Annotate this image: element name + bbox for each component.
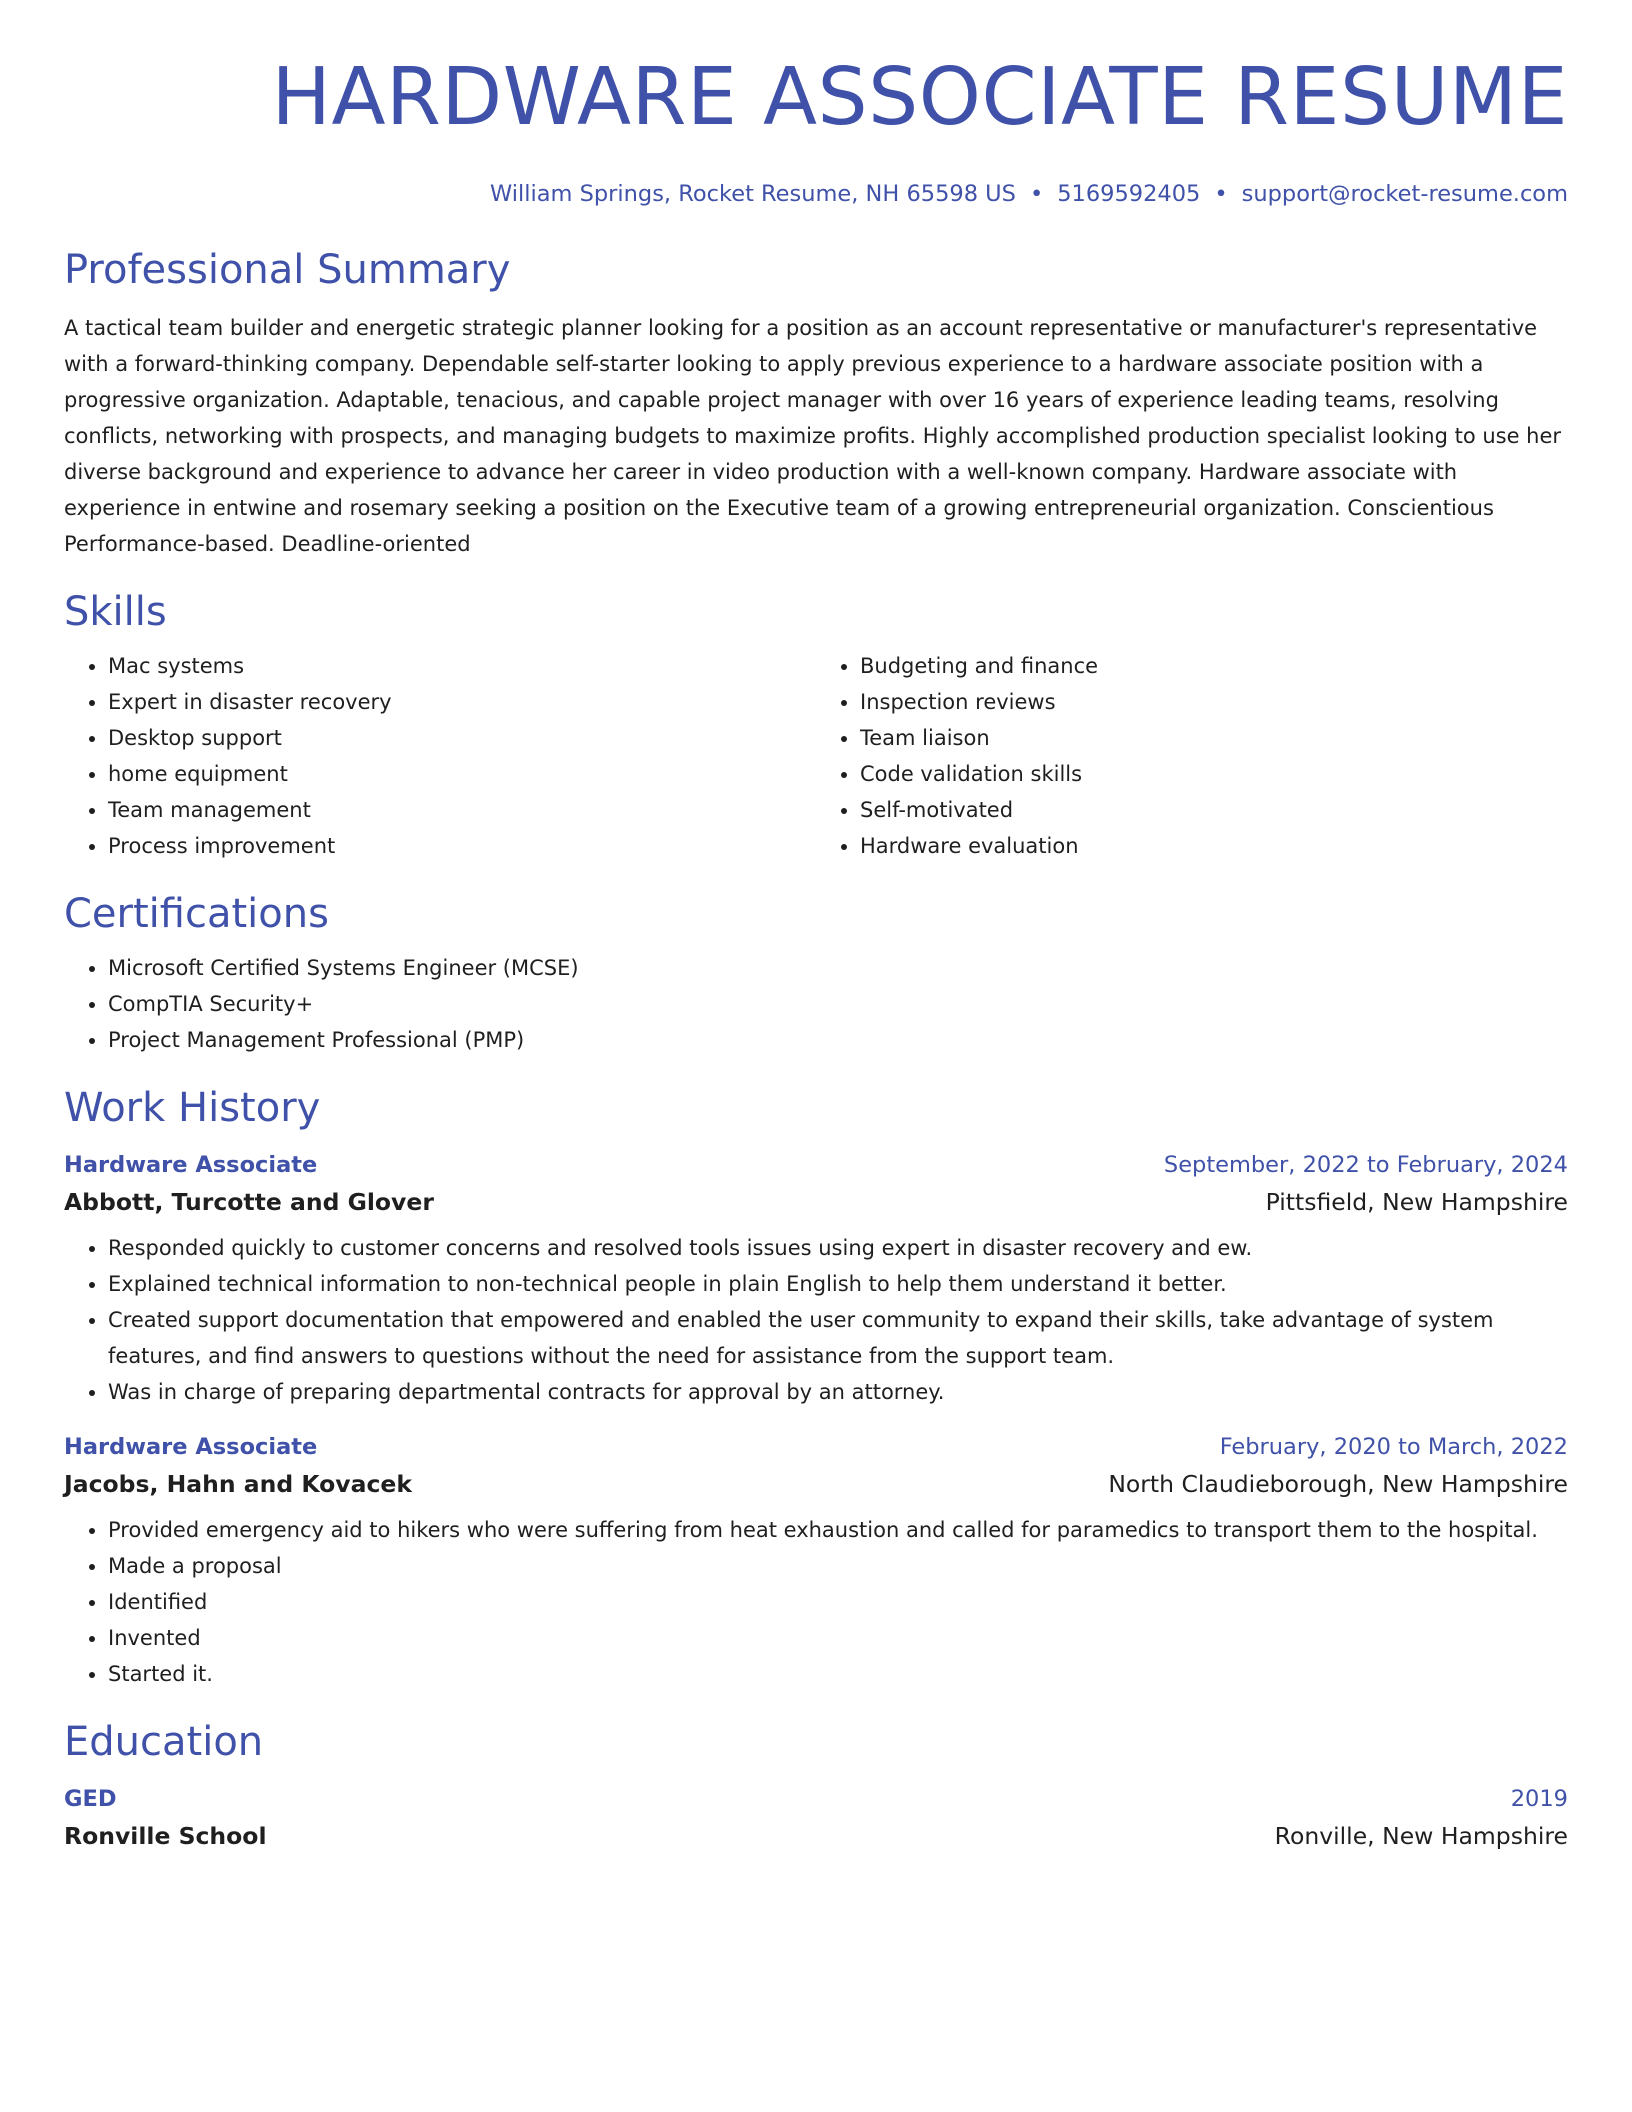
education-school: Ronville School [64, 1822, 267, 1850]
job-bullet: • Started it. [108, 1656, 1568, 1692]
job-bullet: • Made a proposal [108, 1548, 1568, 1584]
education-entry [64, 1786, 1568, 1850]
skill-item: • Process improvement [108, 828, 816, 864]
education-year: 2019 [1510, 1786, 1568, 1812]
job-bullet: • Was in charge of preparing departmental contracts for approval by an attorney. [108, 1374, 1568, 1410]
contact-phone: 5169592405 [1057, 181, 1201, 207]
contact-line [64, 181, 1568, 208]
certification-item: • CompTIA Security+ [108, 986, 1568, 1022]
skill-item: • Inspection reviews [860, 684, 1568, 720]
job-bullet: • Provided emergency aid to hikers who were suffering from heat exhaustion and called for paramedics to transport them to the hospital. [108, 1512, 1568, 1548]
education-location: Ronville, New Hampshire [1274, 1822, 1568, 1850]
job-subheader [64, 1188, 1568, 1216]
job-bullet: • Responded quickly to customer concerns and resolved tools issues using expert in disaster recovery and ew. [108, 1230, 1568, 1266]
skill-item: • Code validation skills [860, 756, 1568, 792]
job-location: Pittsfield, New Hampshire [1265, 1188, 1568, 1216]
skill-item: • Budgeting and finance [860, 648, 1568, 684]
contact-separator: • [1029, 181, 1044, 207]
job-location: North Claudieborough, New Hampshire [1108, 1470, 1568, 1498]
contact-address: William Springs, Rocket Resume, NH 65598 US [489, 181, 1016, 207]
skill-item: • Desktop support [108, 720, 816, 756]
job-bullet: • Identified [108, 1584, 1568, 1620]
job-header [64, 1434, 1568, 1460]
job-bullet: • Created support documentation that empowered and enabled the user community to expand their skills, take advantage of system features, and find answers to questions without the need for assistance from the support team. [108, 1302, 1568, 1374]
skills-column-left [64, 648, 816, 864]
job-subheader [64, 1470, 1568, 1498]
job-title: Hardware Associate [64, 1152, 318, 1178]
skill-item: • Team liaison [860, 720, 1568, 756]
skill-item: • Mac systems [108, 648, 816, 684]
job-dates: September, 2022 to February, 2024 [1163, 1152, 1568, 1178]
skill-item: • Self-motivated [860, 792, 1568, 828]
job-bullets [64, 1230, 1568, 1410]
certification-item: • Microsoft Certified Systems Engineer (MCSE) [108, 950, 1568, 986]
contact-separator: • [1214, 181, 1228, 207]
skill-item: • Expert in disaster recovery [108, 684, 816, 720]
education-header [64, 1786, 1568, 1812]
education-subheader [64, 1822, 1568, 1850]
skill-item: • Team management [108, 792, 816, 828]
skills-list [64, 648, 1568, 864]
certifications-list [64, 950, 1568, 1058]
job-title: Hardware Associate [64, 1434, 318, 1460]
skills-column-right [816, 648, 1568, 864]
job-entry [64, 1152, 1568, 1410]
work-history-heading: Work History [64, 1085, 321, 1131]
certification-item: • Project Management Professional (PMP) [108, 1022, 1568, 1058]
education-degree: GED [64, 1786, 117, 1812]
skills-heading: Skills [64, 589, 167, 635]
job-company: Abbott, Turcotte and Glover [64, 1188, 434, 1216]
job-dates: February, 2020 to March, 2022 [1219, 1434, 1568, 1460]
education-heading: Education [64, 1719, 264, 1765]
job-bullet: • Invented [108, 1620, 1568, 1656]
contact-email: support@rocket-resume.com [1241, 181, 1568, 207]
job-bullet: • Explained technical information to non-technical people in plain English to help them understand it better. [108, 1266, 1568, 1302]
skill-item: • Hardware evaluation [860, 828, 1568, 864]
job-header [64, 1152, 1568, 1178]
job-company: Jacobs, Hahn and Kovacek [64, 1470, 412, 1498]
job-entry [64, 1434, 1568, 1692]
summary-heading: Professional Summary [64, 247, 511, 293]
certifications-heading: Certifications [64, 891, 329, 937]
resume-title: HARDWARE ASSOCIATE RESUME [271, 51, 1568, 143]
summary-text: A tactical team builder and energetic strategic planner looking for a position as an account representative or manufacturer's representative with a forward-thinking company. Dependable self-starter looking to apply previous experience to a hardware associate position with a progressive organization. Adaptable, tenacious, and capable project manager with over 16 years of experience leading teams, resolving conflicts, networking with prospects, and managing budgets to maximize profits. Highly accomplished production specialist looking to use her diverse background and experience to advance her career in video production with a well-known company. Hardware associate with experience in entwine and rosemary seeking a position on the Executive team of a growing entrepreneurial organization. Conscientious Performance-based. Deadline-oriented [64, 316, 1562, 556]
skill-item: • home equipment [108, 756, 816, 792]
job-bullets [64, 1512, 1568, 1692]
